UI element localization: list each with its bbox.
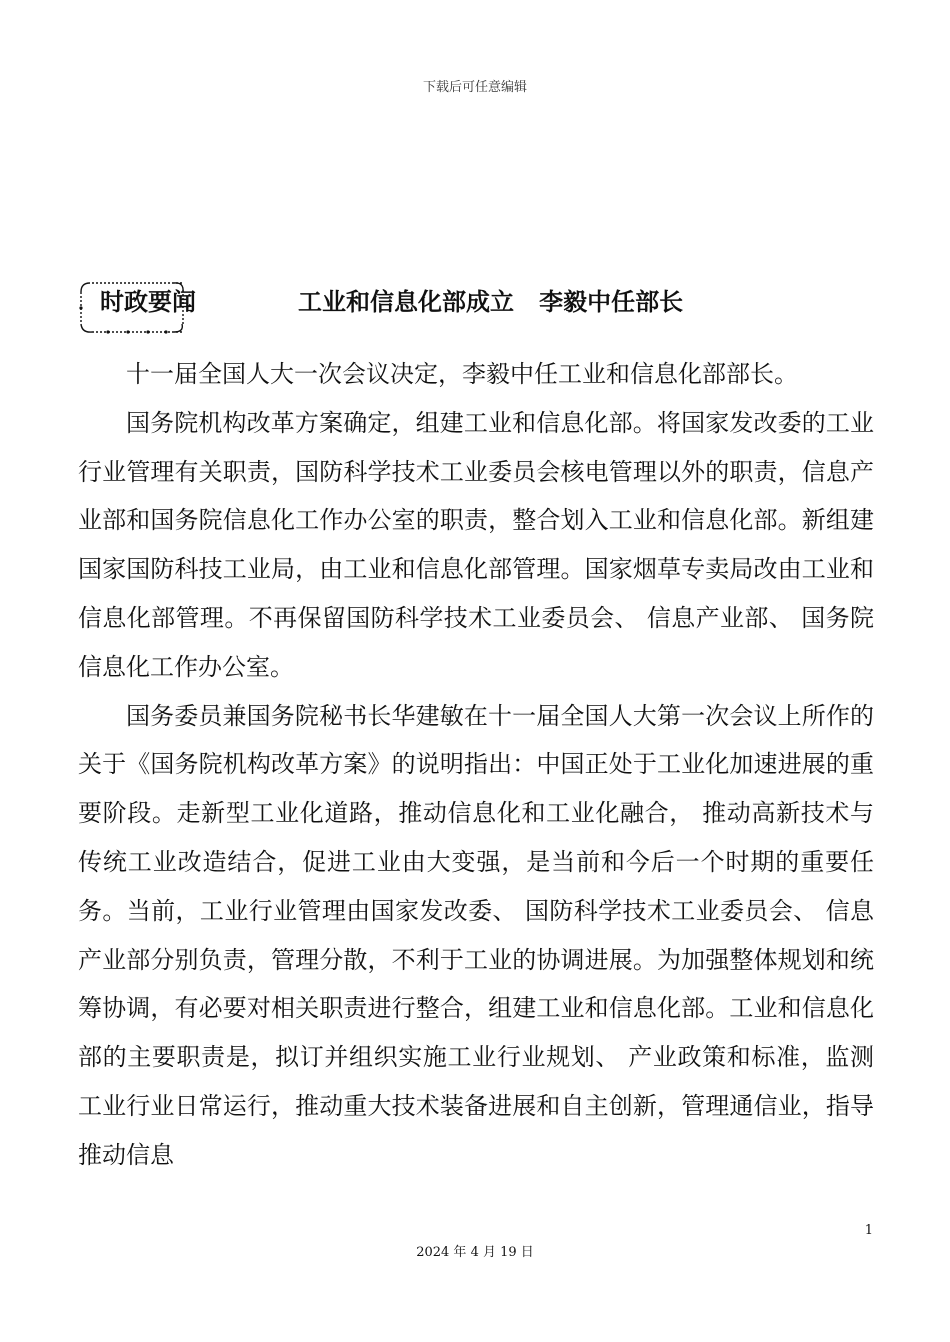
header-note: 下载后可任意编辑 — [422, 80, 527, 95]
paragraph: 国务院机构改革方案确定，组建工业和信息化部。将国家发改委的工业行业管理有关职责，国防科学技术工业委员会核电管理以外的职责，信息产业部和国务院信息化工作办公室的职责，整合划入工业和信息化部。新组建国家国防科技工业局，由工业和信息化部管理。国家烟草专卖局改由工业和信息化部管理。不再保留国防科学技术工业委员会、 信息产业部、 国务院信息化工作办公室。 — [78, 408, 874, 681]
section-badge — [78, 280, 196, 336]
paragraph: 国务委员兼国务院秘书长华建敏在十一届全国人大第一次会议上所作的关于《国务院机构改革方案》的说明指出：中国正处于工业化加速进展的重要阶段。走新型工业化道路，推动信息化和工业化融合， 推动高新技术与传统工业改造结合，促进工业由大变强，是当前和今后一个时期的重要任务。当前，工业行业管理由国家发改委、 国防科学技术工业委员会、 信息产业部分别负责，管理分散，不利于工业的协调进展。为加强整体规划和统筹协调，有必要对相关职责进行整合，组建工业和信息化部。工业和信息化部的主要职责是，拟订并组织实施工业行业规划、 产业政策和标准，监测工业行业日常运行，推动重大技术装备进展和自主创新，管理通信业，指导推动信息 — [78, 701, 874, 1169]
article-body — [78, 350, 874, 1180]
footer-date: 2024 年 4 月 19 日 — [416, 1245, 534, 1260]
paragraph: 十一届全国人大一次会议决定，李毅中任工业和信息化部部长。 — [126, 360, 798, 388]
title-row — [78, 280, 878, 340]
page-number: 1 — [864, 1223, 873, 1238]
article-headline: 工业和信息化部成立 李毅中任部长 — [298, 288, 684, 316]
badge-label: 时政要闻 — [100, 288, 196, 316]
